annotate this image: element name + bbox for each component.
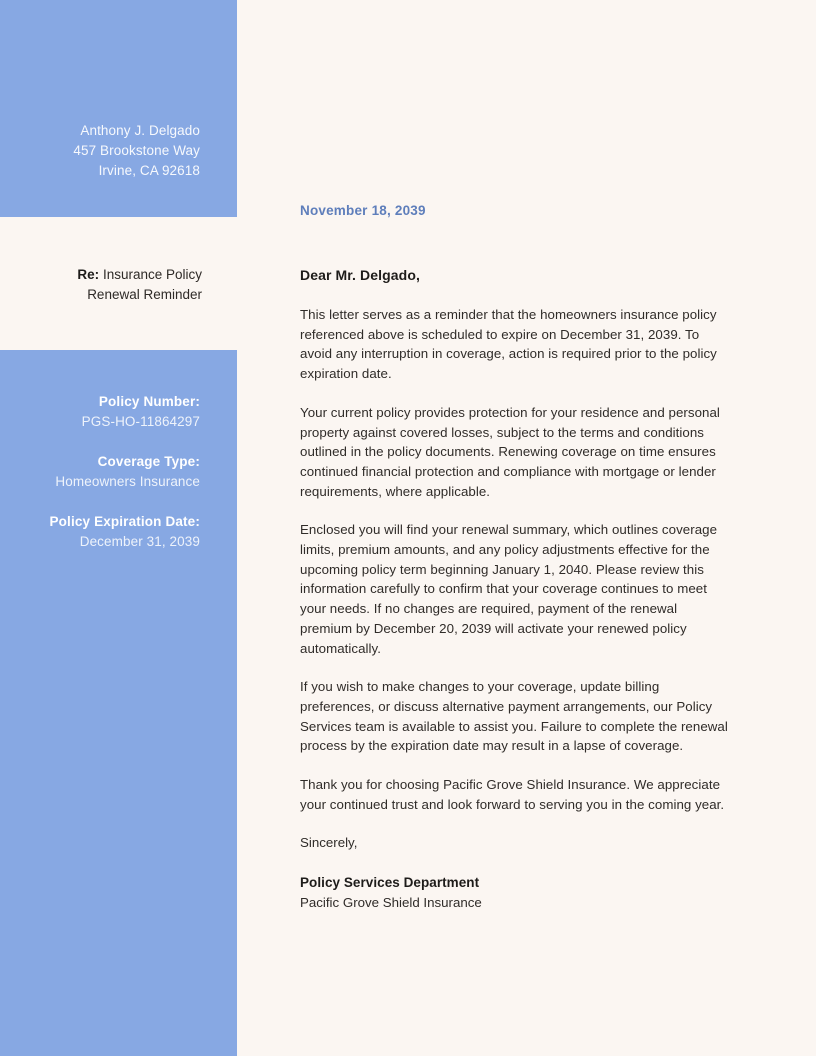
salutation: Dear Mr. Delgado, <box>300 267 420 283</box>
closing-line: Sincerely, <box>300 835 358 851</box>
subject-text-line1: Insurance Policy <box>99 267 202 282</box>
sender-street: 457 Brookstone Way <box>73 143 200 158</box>
sidebar <box>0 0 237 1056</box>
policy-details-list <box>0 392 200 552</box>
policy-number-label: Policy Number: <box>98 394 200 409</box>
letter-date: November 18, 2039 <box>300 203 426 218</box>
expiration-date-value: December 31, 2039 <box>79 534 200 549</box>
subject-text-line2: Renewal Reminder <box>87 287 202 302</box>
body-paragraph-1: This letter serves as a reminder that the homeowners insurance policy referenced above is scheduled to expire on December 31, 2039. To avoid any interruption in coverage, action is required prior to the policy expiration date. <box>300 307 717 382</box>
body-paragraph-5: Thank you for choosing Pacific Grove Shield Insurance. We appreciate your continued trust and look forward to serving you in the coming year. <box>300 777 725 812</box>
sender-name: Anthony J. Delgado <box>80 123 200 138</box>
policy-number-value: PGS-HO-11864297 <box>81 414 200 429</box>
subject-line <box>0 265 202 305</box>
body-paragraph-3: Enclosed you will find your renewal summary, which outlines coverage limits, premium amounts, and any policy adjustments effective for the upcoming policy term beginning January 1, 2040. Please review this information carefully to confirm that your coverage continues to meet your needs. If no changes are required, payment of the renewal premium by December 20, 2039 will activate your renewed policy automatically. <box>300 522 718 656</box>
subject-label: Re: <box>77 267 100 282</box>
policy-detail-policy-number <box>0 392 200 432</box>
sender-city-state-zip: Irvine, CA 92618 <box>98 163 200 178</box>
body-paragraph-4: If you wish to make changes to your coverage, update billing preferences, or discuss alternative payment arrangements, our Policy Services team is available to assist you. Failure to complete the renewal process by the expiration date may result in a lapse of coverage. <box>300 679 728 754</box>
policy-detail-coverage-type <box>0 452 200 492</box>
coverage-type-value: Homeowners Insurance <box>55 474 200 489</box>
coverage-type-label: Coverage Type: <box>97 454 200 469</box>
signature-name: Policy Services Department <box>300 875 480 891</box>
policy-detail-expiration-date <box>0 512 200 552</box>
letter-body <box>300 265 728 913</box>
letter-content <box>300 0 728 1056</box>
sidebar-top-panel <box>0 0 237 217</box>
signature-organization: Pacific Grove Shield Insurance <box>300 895 482 911</box>
body-paragraph-2: Your current policy provides protection for your residence and personal property against covered losses, subject to the terms and conditions outlined in the policy documents. Renewing coverage on time ensures continued financial protection and compliance with mortgage or lender requirements, where applicable. <box>300 404 720 499</box>
sender-address <box>0 121 200 181</box>
expiration-date-label: Policy Expiration Date: <box>49 514 200 529</box>
